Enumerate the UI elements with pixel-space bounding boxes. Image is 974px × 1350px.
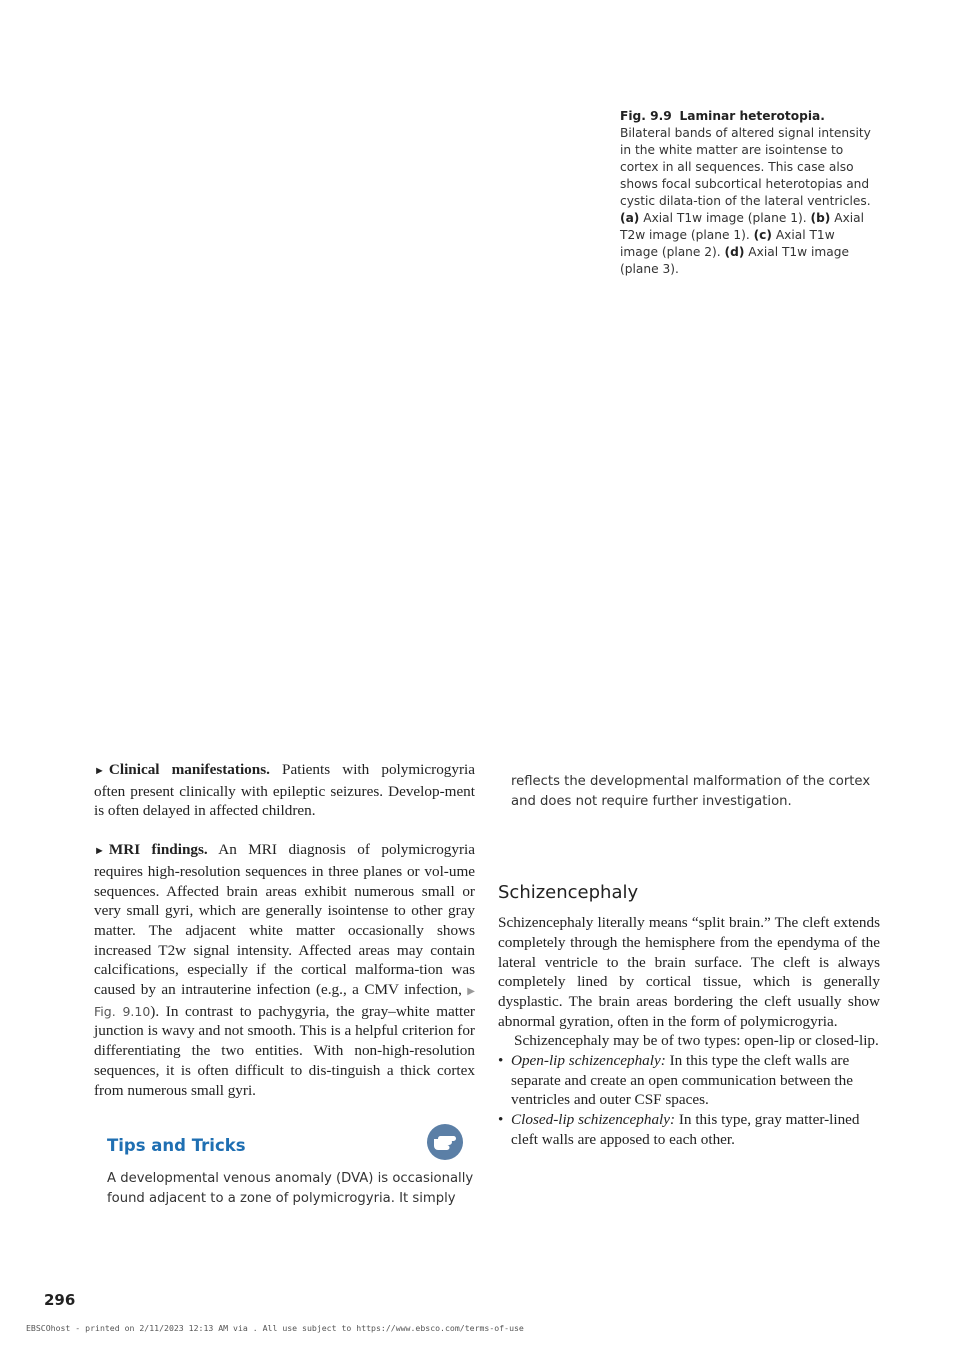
mri-text: An MRI diagnosis of polymicrogyria requires high-resolution sequences in three planes or vol-ume sequences. Affected brain areas exhibit numerous small or very small gyri, which are generally isointense to other gray matter. The adjacent white matter occasionally shows increased T2w signal intensity. Affected areas may contain calcifications, especially if the cortical malforma-tion was caused by an intrauterine infection (e.g., a CMV infection, xyxy=(94,841,475,999)
caption-part-b-text: Axial T2w image (plane 1). xyxy=(620,211,865,242)
page-number: 296 xyxy=(44,1291,76,1309)
list-item-term: Open-lip schizencephaly: xyxy=(511,1052,666,1070)
schizencephaly-paragraph: Schizencephaly literally means “split brain.” The cleft extends completely through the hemisphere from the ependyma of the lateral ventricle to the brain surface. The cleft is always completely lined by cortical tissue, which is generally dysplastic. The brain areas bordering the cleft usually show abnormal gyration, often in the form of polymicrogyria. xyxy=(498,914,880,1030)
list-item xyxy=(498,1051,880,1110)
figure-title: Laminar heterotopia. xyxy=(679,109,825,123)
list-item-term: Closed-lip schizencephaly: xyxy=(511,1111,676,1129)
arrow-icon: ► xyxy=(94,845,105,858)
left-column xyxy=(94,760,475,1208)
footer-notice: EBSCOhost - printed on 2/11/2023 12:13 AM via . All use subject to https://www.ebsco.com/terms-of-use xyxy=(26,1323,524,1333)
caption-part-a-text: Axial T1w image (plane 1). xyxy=(639,211,811,225)
arrow-icon: ► xyxy=(94,765,105,777)
list-item xyxy=(498,1110,880,1149)
right-column xyxy=(498,760,880,1150)
tips-title: Tips and Tricks xyxy=(107,1136,246,1156)
pointing-hand-icon xyxy=(427,1124,463,1160)
caption-part-d: (d) xyxy=(724,245,745,259)
figure-caption xyxy=(620,108,876,278)
clinical-text: Patients with polymicrogyria often present clinically with epileptic seizures. Develop-ment is often delayed in affected children. xyxy=(94,761,475,820)
figure-reference-text: Fig. 9.10 xyxy=(94,1003,151,1019)
tips-box xyxy=(94,1126,475,1208)
caption-text: Bilateral bands of altered signal intensity in the white matter are isointense to cortex in all sequences. This case also shows focal subcortical heterotopias and cystic dilata-tion of the lateral ventricles. xyxy=(620,126,871,208)
clinical-paragraph xyxy=(94,760,475,821)
types-list xyxy=(498,1051,880,1150)
figure-label: Fig. 9.9 xyxy=(620,109,672,123)
types-paragraph: Schizencephaly may be of two types: open-lip or closed-lip. xyxy=(514,1032,879,1050)
section-heading: Schizencephaly xyxy=(498,882,639,904)
triangle-icon: ▶ xyxy=(467,986,475,998)
mri-heading: MRI findings. xyxy=(108,841,208,859)
caption-part-b: (b) xyxy=(810,211,831,225)
mri-text-continued: ). In contrast to pachygyria, the gray–white matter junction is wavy and not smooth. This is a helpful criterion for differentiating the two entities. With non-high-resolution sequences, it is often difficult to dis-tinguish a thick cortex from numerous small gyri. xyxy=(94,1002,475,1099)
caption-part-d-text: Axial T1w image (plane 3). xyxy=(620,245,849,276)
mri-paragraph xyxy=(94,840,475,1100)
list-item-text: In this type, gray matter-lined cleft walls are apposed to each other. xyxy=(511,1111,860,1148)
caption-part-c-text: Axial T1w image (plane 2). xyxy=(620,228,835,259)
caption-part-c: (c) xyxy=(753,228,772,242)
clinical-heading: Clinical manifestations. xyxy=(108,761,270,778)
caption-part-a: (a) xyxy=(620,211,640,225)
tips-text-continued: reflects the developmental malformation of the cortex and does not require further investigation. xyxy=(511,774,871,809)
tips-text: A developmental venous anomaly (DVA) is occasionally found adjacent to a zone of polymicrogyria. It simply xyxy=(107,1170,474,1206)
list-item-text: In this type the cleft walls are separate and create an open communication between the ventricles and outer CSF spaces. xyxy=(511,1052,853,1109)
